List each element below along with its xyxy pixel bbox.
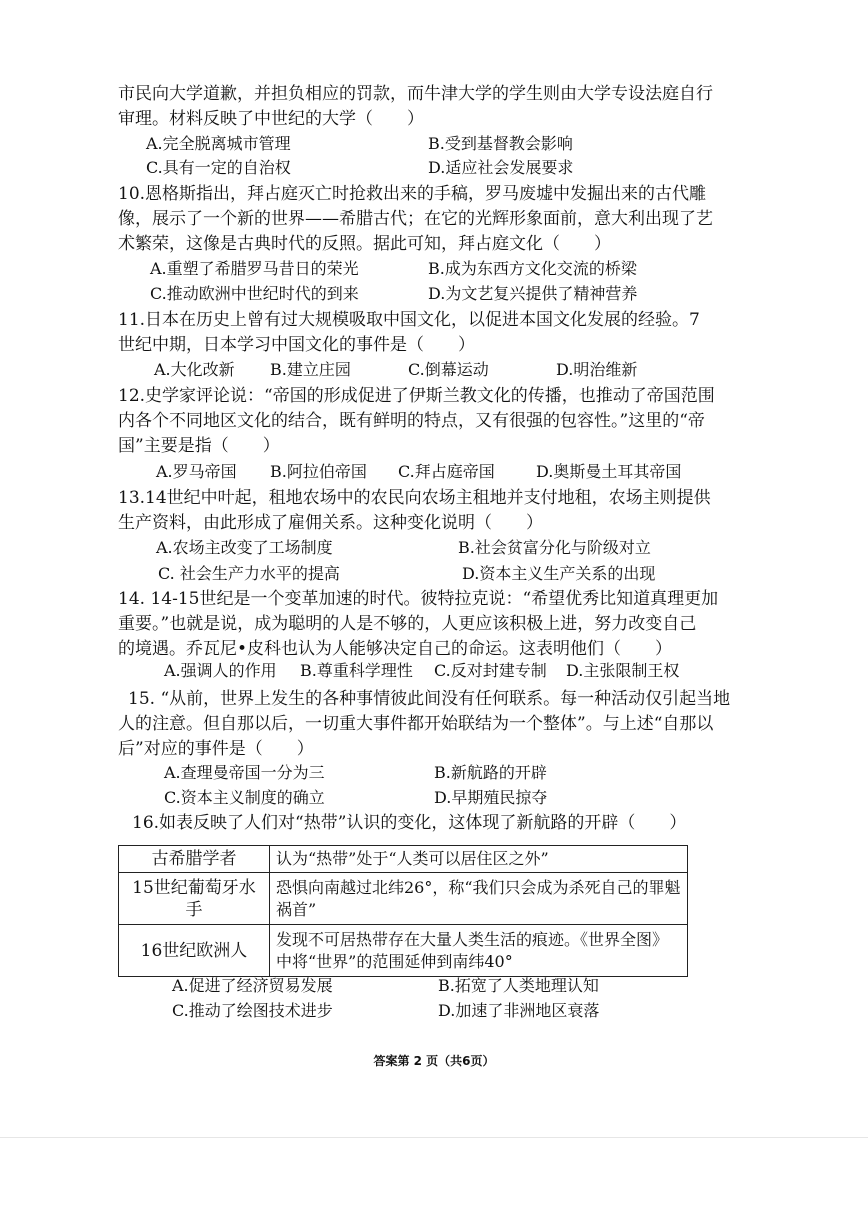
page-footer: 答案第 2 页（共6页）	[373, 1054, 495, 1068]
q15-option-d: D.早期殖民掠夺	[434, 788, 548, 807]
q15-text-line2: 人的注意。但自那以后，一切重大事件都开始联结为一个整体”。与上述“自那以	[118, 714, 714, 734]
q10-text-line2: 像，展示了一个新的世界——希腊古代；在它的光辉形象面前，意大利出现了艺	[118, 209, 713, 229]
q12-text-line2: 内各个不同地区文化的结合，既有鲜明的特点，又有很强的包容性。”这里的“帝	[118, 411, 705, 431]
table-row	[119, 846, 688, 873]
q9-option-c: C.具有一定的自治权	[146, 158, 291, 177]
q12-option-a: A.罗马帝国	[156, 462, 237, 481]
table-row	[119, 873, 688, 925]
q11-option-b: B.建立庄园	[270, 360, 351, 379]
q10-text-line3: 术繁荣，这像是古典时代的反照。据此可知，拜占庭文化（ ）	[118, 234, 611, 254]
table-cell-who: 古希腊学者	[119, 846, 270, 873]
q15-text-line1: 15. “从前，世界上发生的各种事情彼此间没有任何联系。每一种活动仅引起当地	[128, 689, 731, 709]
table-cell-who: 16世纪欧洲人	[119, 925, 270, 977]
q10-option-c: C.推动欧洲中世纪时代的到来	[150, 284, 359, 303]
q14-option-d: D.主张限制王权	[566, 661, 680, 680]
q16-option-a: A.促进了经济贸易发展	[172, 976, 333, 995]
q9-option-b: B.受到基督教会影响	[428, 134, 573, 153]
q15-text-line3: 后”对应的事件是（ ）	[118, 739, 314, 759]
q13-option-c: C. 社会生产力水平的提高	[158, 564, 340, 583]
q12-option-b: B.阿拉伯帝国	[270, 462, 367, 481]
q9-text-line1: 市民向大学道歉，并担负相应的罚款，而牛津大学的学生则由大学专设法庭自行	[118, 84, 713, 104]
q13-option-a: A.农场主改变了工场制度	[156, 538, 333, 557]
q16-text-line1: 16.如表反映了人们对“热带”认识的变化，这体现了新航路的开辟（ ）	[132, 813, 687, 833]
q15-option-b: B.新航路的开辟	[434, 763, 547, 782]
q16-option-b: B.拓宽了人类地理认知	[438, 976, 599, 995]
q10-option-b: B.成为东西方文化交流的桥梁	[428, 259, 637, 278]
q9-option-a: A.完全脱离城市管理	[146, 134, 291, 153]
q11-text-line1: 11.日本在历史上曾有过大规模吸取中国文化，以促进本国文化发展的经验。7	[118, 310, 700, 330]
q15-option-c: C.资本主义制度的确立	[164, 788, 325, 807]
q12-option-d: D.奥斯曼土耳其帝国	[536, 462, 682, 481]
q13-option-b: B.社会贫富分化与阶级对立	[458, 538, 651, 557]
q9-option-d: D.适应社会发展要求	[428, 158, 574, 177]
q14-text-line1: 14. 14-15世纪是一个变革加速的时代。彼特拉克说：“希望优秀比知道真理更加	[118, 589, 719, 609]
q10-option-a: A.重塑了希腊罗马昔日的荣光	[150, 259, 359, 278]
q13-text-line2: 生产资料，由此形成了雇佣关系。这种变化说明（ ）	[118, 513, 543, 533]
q12-text-line3: 国”主要是指（ ）	[118, 436, 280, 456]
q11-option-d: D.明治维新	[556, 360, 638, 379]
q14-text-line3: 的境遇。乔瓦尼•皮科也认为人能够决定自己的命运。这表明他们（ ）	[118, 639, 673, 659]
table-row	[119, 925, 688, 977]
q14-option-c: C.反对封建专制	[434, 661, 547, 680]
q13-option-d: D.资本主义生产关系的出现	[462, 564, 656, 583]
q10-text-line1: 10.恩格斯指出，拜占庭灭亡时抢救出来的手稿，罗马废墟中发掘出来的古代雕	[118, 184, 707, 204]
q16-option-c: C.推动了绘图技术进步	[172, 1001, 333, 1020]
q12-text-line1: 12.史学家评论说：“帝国的形成促进了伊斯兰教文化的传播，也推动了帝国范围	[118, 386, 715, 406]
q14-option-a: A.强调人的作用	[164, 661, 277, 680]
bottom-divider	[0, 1137, 868, 1138]
q11-option-c: C.倒幕运动	[408, 360, 489, 379]
table-cell-view: 恐惧向南越过北纬26°，称“我们只会成为杀死自己的罪魁祸首”	[270, 873, 688, 925]
q16-option-d: D.加速了非洲地区衰落	[438, 1001, 600, 1020]
q9-text-line2: 审理。材料反映了中世纪的大学（ ）	[118, 109, 424, 129]
table-cell-view: 认为“热带”处于“人类可以居住区之外”	[270, 846, 688, 873]
q12-option-c: C.拜占庭帝国	[398, 462, 495, 481]
q14-option-b: B.尊重科学理性	[300, 661, 413, 680]
q11-text-line2: 世纪中期，日本学习中国文化的事件是（ ）	[118, 335, 475, 355]
table-cell-view: 发现不可居热带存在大量人类生活的痕迹。《世界全图》中将“世界”的范围延伸到南纬40°	[270, 925, 688, 977]
q15-option-a: A.查理曼帝国一分为三	[164, 763, 325, 782]
table-cell-who: 15世纪葡萄牙水手	[119, 873, 270, 925]
q11-option-a: A.大化改新	[154, 360, 235, 379]
q10-option-d: D.为文艺复兴提供了精神营养	[428, 284, 638, 303]
q13-text-line1: 13.14世纪中叶起，租地农场中的农民向农场主租地并支付地租，农场主则提供	[118, 488, 711, 508]
q14-text-line2: 重要。”也就是说，成为聪明的人是不够的，人更应该积极上进，努力改变自己	[118, 614, 697, 634]
q16-table	[118, 845, 688, 977]
